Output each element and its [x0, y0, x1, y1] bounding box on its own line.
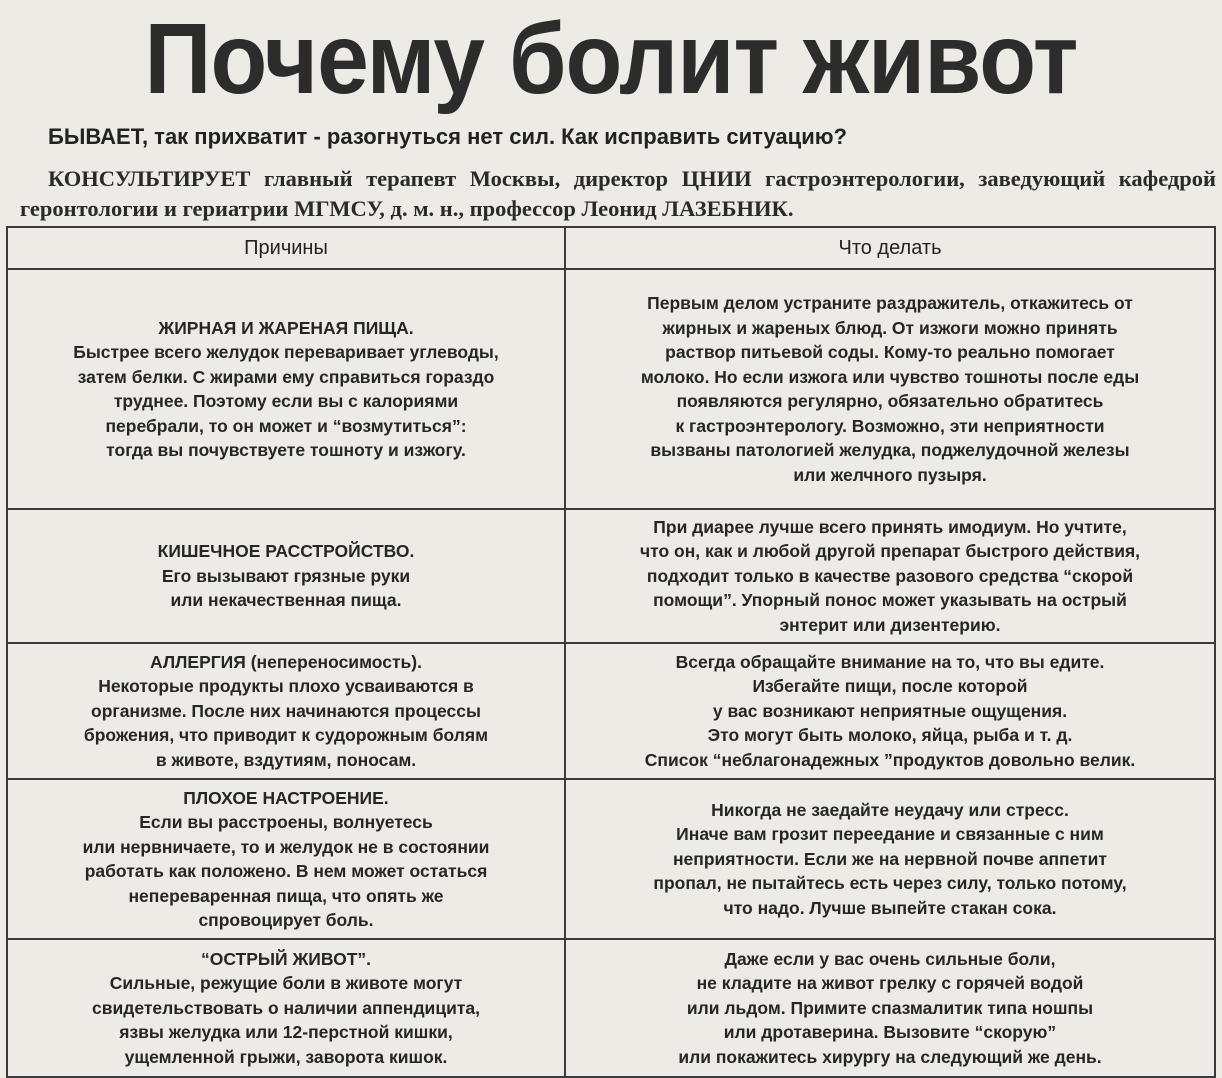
consult-lead: КОНСУЛЬТИРУЕТ	[48, 166, 251, 191]
action-cell: Никогда не заедайте неудачу или стресс. Иначе вам грозит переедание и связанные с ним неприятности. Если же на нервной почве аппетит пропал, не пытайтесь есть через силу, только потому, что надо. Лучше выпейте стакан сока.	[565, 779, 1215, 939]
cause-text: Его вызывают грязные руки или некачественная пища.	[161, 565, 411, 611]
action-cell: При диарее лучше всего принять имодиум. Но учтите, что он, как и любой другой препарат быстрого действия, подходит только в качестве разового средства “скорой помощи”. Упорный понос может указывать на острый энтерит или дизентерию.	[565, 509, 1215, 643]
table-row	[7, 269, 1215, 509]
cause-text: Если вы расстроены, волнуетесь или нервничаете, то и желудок не в состоянии работать как положено. В нем может остаться непереваренная пища, что опять же спровоцирует боль.	[82, 812, 490, 930]
table-row	[7, 643, 1215, 779]
cause-title: ПЛОХОЕ НАСТРОЕНИЕ.	[183, 787, 389, 808]
header-causes: Причины	[7, 227, 565, 269]
cause-cell	[7, 779, 565, 939]
cause-text: Быстрее всего желудок переваривает углеводы, затем белки. С жирами ему справиться гораздо труднее. Поэтому если вы с калориями перебрали, то он может и “возмутиться”: тогда вы почувствуете тошноту и изжогу.	[73, 342, 499, 460]
cause-title: КИШЕЧНОЕ РАССТРОЙСТВО.	[157, 541, 415, 562]
cause-title: АЛЛЕРГИЯ (непереносимость).	[150, 651, 422, 672]
table-row	[7, 509, 1215, 643]
action-cell: Первым делом устраните раздражитель, откажитесь от жирных и жареных блюд. От изжоги можно принять раствор питьевой соды. Кому-то реально помогает молоко. Но если изжога или чувство тошноты после еды появляются регулярно, обязательно обратитесь к гастроэнтерологу. Возможно, эти неприятности вызваны патологией желудка, поджелудочной железы или желчного пузыря.	[565, 269, 1215, 509]
table-row	[7, 939, 1215, 1077]
consult-text: главный терапевт Москвы, директор ЦНИИ гастроэнтерологии, заведующий кафедрой геронтологии и гериатрии МГМСУ, д. м. н., профессор Леонид ЛАЗЕБНИК.	[20, 166, 1216, 221]
header-actions: Что делать	[565, 227, 1215, 269]
cause-text: Сильные, режущие боли в животе могут свидетельствовать о наличии аппендицита, язвы желудка или 12-перстной кишки, ущемленной грыжи, заворота кишок.	[92, 973, 480, 1067]
cause-text: Некоторые продукты плохо усваиваются в организме. После них начинаются процессы брожения, что приводит к судорожным болям в животе, вздутиям, поносам.	[83, 676, 489, 770]
article-title: Почему болит живот	[144, 3, 1078, 115]
cause-title: “ОСТРЫЙ ЖИВОТ”.	[200, 948, 371, 969]
cause-cell	[7, 643, 565, 779]
cause-cell	[7, 269, 565, 509]
action-cell: Всегда обращайте внимание на то, что вы едите. Избегайте пищи, после которой у вас возникают неприятные ощущения. Это могут быть молоко, яйца, рыба и т. д. Список “неблагонадежных ”продуктов довольно велик.	[565, 643, 1215, 779]
cause-cell	[7, 939, 565, 1077]
article-subtitle: БЫВАЕТ, так прихватит - разогнуться нет сил. Как исправить ситуацию?	[48, 124, 847, 149]
causes-actions-table	[6, 226, 1216, 1078]
consultant-byline	[20, 164, 1216, 224]
action-cell: Даже если у вас очень сильные боли, не кладите на живот грелку с горячей водой или льдом. Примите спазмалитик типа ношпы или дротаверина. Вызовите “скорую” или покажитесь хирургу на следующий же день.	[565, 939, 1215, 1077]
cause-title: ЖИРНАЯ И ЖАРЕНАЯ ПИЩА.	[158, 317, 414, 338]
table-row	[7, 779, 1215, 939]
table-header-row	[7, 227, 1215, 269]
cause-cell	[7, 509, 565, 643]
